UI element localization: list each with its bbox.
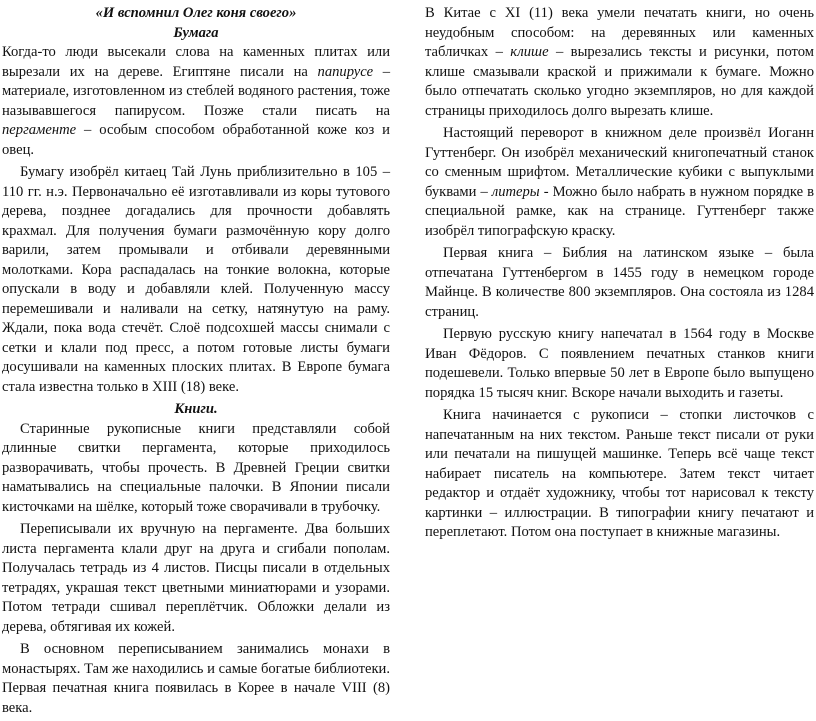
term-italic: папирусе <box>317 63 374 80</box>
text-run: – материале, изготовленном из стеблей водяного растения, тоже называвшегося папирусом. Позже стали писать на <box>2 63 390 119</box>
term-italic: клише <box>510 44 549 60</box>
text-run: Настоящий переворот в книжном деле произвёл Иоганн Гуттенберг. Он изобрёл механический книгопечатный станок со сменным шрифтом. Металлические кубики с выпуклыми буквами – <box>425 125 814 200</box>
text-run: В основном переписыванием занимались монахи в монастырях. Там же находились и самые богатые библиотеки. Первая печатная книга появилась в Корее в начале VIII (8) века. <box>2 641 390 716</box>
paragraph <box>425 244 814 322</box>
term-italic: пергаменте <box>2 122 77 138</box>
paragraph <box>2 520 390 637</box>
paragraph <box>2 43 390 160</box>
text-run: Первая книга – Библия на латинском языке – была отпечатана Гуттенбергом в 1455 году в немецком городе Майнце. В количестве 800 экземпляров. Она состояла из 1284 страниц. <box>425 245 814 320</box>
text-run: В Китае с XI (11) века умели печатать книги, но очень неудобным способом: на деревянных или каменных табличках – <box>425 5 814 60</box>
paragraph <box>425 325 814 403</box>
paragraph <box>2 163 390 397</box>
text-run: Старинные рукописные книги представляли собой длинные свитки пергамента, которые приходилось разворачивать, чтобы прочесть. В Древней Греции свитки наматывались на специальные палочки. В Японии писали кисточками на шёлке, который тоже сворачивали в трубочку. <box>2 420 390 515</box>
text-run: Бумагу изобрёл китаец Тай Лунь приблизительно в 105 – 110 гг. н.э. Первоначально её изготавливали из коры тутового дерева, позднее догадались для прочности добавлять крахмал. Для получения бумаги размочённую кору долго варили, затем промывали и отбивали деревянными молотками. Кора распадалась на тонкие волокна, которые опускали в воду и добавляли клей. Полученную массу перемешивали и наливали на сетку, натянутую на раму. Ждали, пока вода стечёт. Слоё подсохшей массы снимали с сетки и клали под пресс, а потом готовые листы бумаги досушивали на каменных плоских плитах. В Европе бумага стала известна только в XIII (18) веке. <box>2 164 390 395</box>
text-run: – вырезались тексты и рисунки, потом клише смазывали краской и прижимали к бумаге. Можно было отпечатать сколько угодно экземпляров, но для каждой страницы приходилось долго вырезать клише. <box>425 44 814 119</box>
text-run: Первую русскую книгу напечатал в 1564 году в Москве Иван Фёдоров. С появлением печатных станков книги подешевели. Только впервые 50 лет в Европе было выпущено порядка 15 тысяч книг. Вскоре начали выходить и газеты. <box>425 326 814 401</box>
paragraph <box>425 124 814 241</box>
text-run: – особым способом обработанной коже коз и овец. <box>2 122 390 158</box>
section-heading-paper: Бумага <box>173 24 219 41</box>
term-italic: литеры <box>491 183 540 200</box>
section-heading-books: Книги. <box>174 401 218 417</box>
paragraph <box>2 640 390 718</box>
paragraph <box>425 406 814 543</box>
text-run: Переписывали их вручную на пергаменте. Два больших листа пергамента клали друг на друга и сгибали пополам. Получалась тетрадь из 4 листов. Писцы писали в отдельных тетрадях, украшая текст цветными миниатюрами и узорами. Потом тетради сшивал переплётчик. Обложки делали из дерева, обтягивая их кожей. <box>2 521 390 635</box>
text-run: - Можно было набрать в нужном порядке в специальной рамке, как на странице. Гуттенберг также изобрёл типографскую краску. <box>425 183 814 239</box>
paragraph <box>425 4 814 121</box>
text-run: Когда-то люди высекали слова на каменных плитах или вырезали их на дереве. Египтяне писали на <box>2 44 390 80</box>
right-column <box>425 4 814 546</box>
paragraph <box>2 420 390 518</box>
text-run: Книга начинается с рукописи – стопки листочков с напечатанным на них текстом. Раньше текст писали от руки или печатали на пишущей машинке. Теперь всё чаще текст набирает писатель на компьютере. Затем текст читает редактор и отдаёт художнику, чтобы тот нарисовал к тексту картинки – иллюстрации. В типографии книгу печатают и переплетают. Потом она поступает в книжные магазины. <box>425 407 814 540</box>
left-column <box>2 4 390 721</box>
document-title: «И вспомнил Олег коня своего» <box>95 5 297 21</box>
